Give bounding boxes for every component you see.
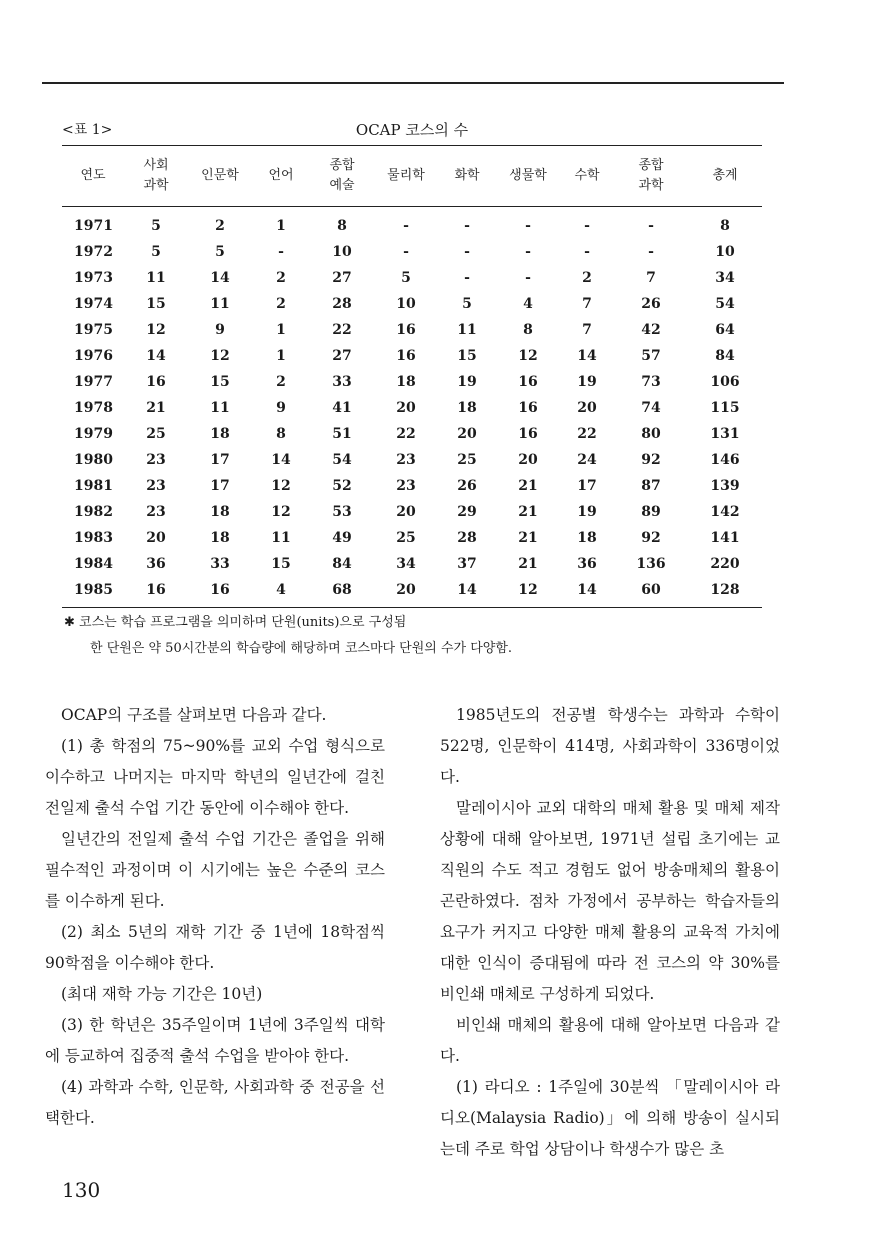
count-cell: 73 — [641, 374, 661, 390]
count-cell: 80 — [641, 426, 661, 442]
count-cell: 36 — [577, 556, 597, 572]
paragraph: (1) 총 학점의 75~90%를 교외 수업 형식으로 이수하고 나머지는 마지막 학년의 일년간에 걸친 전일제 출석 수업 기간 동안에 이수해야 한다. — [45, 737, 385, 817]
count-cell: - — [525, 270, 531, 286]
count-cell: 14 — [438, 577, 496, 608]
count-cell: 8 — [523, 322, 533, 338]
table-heading — [62, 119, 762, 141]
count-cell: 21 — [518, 478, 538, 494]
table-row — [62, 207, 762, 240]
count-cell: 25 — [396, 530, 416, 546]
count-cell: - — [525, 244, 531, 260]
count-cell: 15 — [271, 556, 291, 572]
right-text-column — [440, 700, 780, 1165]
count-cell: 25 — [457, 452, 477, 468]
count-cell: 20 — [518, 452, 538, 468]
column-header: 종합 예술 — [310, 146, 374, 207]
count-cell: 16 — [124, 577, 188, 608]
count-cell: 11 — [457, 322, 477, 338]
note-line-2: 한 단원은 약 50시간분의 학습량에 해당하며 코스마다 단원의 수가 다양함. — [90, 641, 513, 656]
count-cell: 128 — [688, 577, 762, 608]
count-cell: 12 — [146, 322, 166, 338]
table-row — [62, 525, 762, 551]
page-number: 130 — [62, 1178, 101, 1202]
column-header: 사회 과학 — [124, 146, 188, 207]
paragraph: (3) 한 학년은 35주일이며 1년에 3주일씩 대학에 등교하여 집중적 출석 수업을 받아야 한다. — [45, 1016, 385, 1065]
year-cell: 1983 — [74, 530, 113, 546]
count-cell: 54 — [715, 296, 735, 312]
count-cell: 51 — [332, 426, 352, 442]
paragraph: (2) 최소 5년의 재학 기간 중 1년에 18학점씩 90학점을 이수해야 한다. — [45, 923, 385, 972]
count-cell: 89 — [641, 504, 661, 520]
paragraph: 일년간의 전일제 출석 수업 기간은 졸업을 위해 필수적인 과정이며 이 시기에는 높은 수준의 코스를 이수하게 된다. — [45, 830, 385, 910]
count-cell: 139 — [710, 478, 740, 494]
table-row — [62, 499, 762, 525]
count-cell: - — [584, 218, 590, 234]
table-row — [62, 291, 762, 317]
count-cell: - — [525, 218, 531, 234]
count-cell: 131 — [710, 426, 740, 442]
table-title: OCAP 코스의 수 — [355, 121, 469, 139]
count-cell: 16 — [518, 374, 538, 390]
count-cell: 146 — [710, 452, 740, 468]
paragraph: 말레이시아 교외 대학의 매체 활용 및 매체 제작 상황에 대해 알아보면, 1971년 설립 초기에는 교직원의 수도 적고 경험도 없어 방송매체의 활용이 곤란하였다. 점차 가정에서 공부하는 학습자들의 요구가 커지고 다양한 매체 활용의 교육적 가치에 대한 인식이 증대됨에 따라 전 코스의 약 30%를 비인쇄 매체로 구성하게 되었다. — [440, 799, 780, 1003]
count-cell: 14 — [560, 577, 614, 608]
count-cell: 92 — [641, 452, 661, 468]
count-cell: - — [464, 270, 470, 286]
count-cell: 2 — [276, 270, 286, 286]
year-cell: 1979 — [74, 426, 113, 442]
count-cell: 20 — [374, 577, 438, 608]
count-cell: - — [464, 244, 470, 260]
count-cell: 2 — [276, 296, 286, 312]
count-cell: 4 — [523, 296, 533, 312]
count-cell: 18 — [577, 530, 597, 546]
count-cell: - — [403, 244, 409, 260]
count-cell: 34 — [396, 556, 416, 572]
column-header: 종합 과학 — [614, 146, 688, 207]
paragraph: (1) 라디오 : 1주일에 30분씩 「말레이시아 라디오(Malaysia Radio)」에 의해 방송이 실시되는데 주로 학업 상담이나 학생수가 많은 초 — [440, 1078, 780, 1158]
count-cell: 60 — [614, 577, 688, 608]
count-cell: 8 — [337, 218, 347, 234]
count-cell: 1 — [276, 322, 286, 338]
count-cell: 14 — [271, 452, 291, 468]
count-cell: 42 — [641, 322, 661, 338]
count-cell: 15 — [146, 296, 166, 312]
count-cell: 12 — [496, 577, 560, 608]
table-row — [62, 551, 762, 577]
count-cell: 27 — [332, 348, 352, 364]
table-row — [62, 421, 762, 447]
count-cell: 7 — [646, 270, 656, 286]
count-cell: 17 — [210, 452, 230, 468]
count-cell: - — [648, 218, 654, 234]
count-cell: - — [403, 218, 409, 234]
count-cell: 25 — [146, 426, 166, 442]
count-cell: 5 — [462, 296, 472, 312]
year-cell: 1977 — [74, 374, 113, 390]
count-cell: 220 — [710, 556, 740, 572]
count-cell: 52 — [332, 478, 352, 494]
table-row — [62, 265, 762, 291]
count-cell: 16 — [518, 426, 538, 442]
paragraph: OCAP의 구조를 살펴보면 다음과 같다. — [61, 706, 327, 724]
table-note — [64, 610, 512, 662]
paragraph: 비인쇄 매체의 활용에 대해 알아보면 다음과 같다. — [440, 1016, 780, 1065]
count-cell: 21 — [518, 530, 538, 546]
count-cell: 84 — [715, 348, 735, 364]
count-cell: 10 — [332, 244, 352, 260]
count-cell: 22 — [577, 426, 597, 442]
count-cell: 11 — [210, 400, 230, 416]
count-cell: 57 — [641, 348, 661, 364]
column-header: 인문학 — [188, 146, 252, 207]
count-cell: 106 — [710, 374, 740, 390]
column-header: 물리학 — [374, 146, 438, 207]
table-row — [62, 577, 762, 608]
count-cell: 16 — [518, 400, 538, 416]
column-header: 연도 — [62, 146, 124, 207]
count-cell: 18 — [210, 426, 230, 442]
count-cell: 14 — [577, 348, 597, 364]
count-cell: 10 — [715, 244, 735, 260]
count-cell: 9 — [215, 322, 225, 338]
count-cell: 4 — [252, 577, 310, 608]
count-cell: 64 — [715, 322, 735, 338]
count-cell: 18 — [210, 504, 230, 520]
count-cell: 20 — [457, 426, 477, 442]
count-cell: 20 — [396, 504, 416, 520]
count-cell: 49 — [332, 530, 352, 546]
count-cell: 5 — [151, 218, 161, 234]
count-cell: 20 — [146, 530, 166, 546]
count-cell: 20 — [396, 400, 416, 416]
count-cell: 18 — [210, 530, 230, 546]
top-rule — [42, 82, 784, 84]
count-cell: 84 — [332, 556, 352, 572]
year-cell: 1980 — [74, 452, 113, 468]
count-cell: 14 — [210, 270, 230, 286]
column-header: 화학 — [438, 146, 496, 207]
count-cell: 5 — [401, 270, 411, 286]
table-header-row — [62, 146, 762, 207]
year-cell: 1981 — [74, 478, 113, 494]
year-cell: 1973 — [74, 270, 113, 286]
count-cell: 36 — [146, 556, 166, 572]
count-cell: 9 — [276, 400, 286, 416]
note-line-1: ✱ 코스는 학습 프로그램을 의미하며 단원(units)으로 구성됨 — [64, 615, 407, 630]
table-row — [62, 473, 762, 499]
count-cell: 2 — [215, 218, 225, 234]
count-cell: 54 — [332, 452, 352, 468]
count-cell: 11 — [210, 296, 230, 312]
count-cell: 21 — [146, 400, 166, 416]
count-cell: 115 — [710, 400, 740, 416]
count-cell: 11 — [271, 530, 291, 546]
count-cell: 2 — [582, 270, 592, 286]
left-text-column — [45, 700, 385, 1134]
count-cell: 2 — [276, 374, 286, 390]
count-cell: 11 — [146, 270, 166, 286]
year-cell: 1976 — [74, 348, 113, 364]
paragraph: (최대 재학 가능 기간은 10년) — [61, 985, 263, 1003]
count-cell: 8 — [720, 218, 730, 234]
count-cell: 28 — [332, 296, 352, 312]
count-cell: 15 — [210, 374, 230, 390]
count-cell: 37 — [457, 556, 477, 572]
count-cell: 29 — [457, 504, 477, 520]
count-cell: 142 — [710, 504, 740, 520]
count-cell: 19 — [577, 374, 597, 390]
count-cell: 1 — [276, 218, 286, 234]
count-cell: 53 — [332, 504, 352, 520]
count-cell: 28 — [457, 530, 477, 546]
count-cell: 27 — [332, 270, 352, 286]
count-cell: 74 — [641, 400, 661, 416]
year-cell: 1982 — [74, 504, 113, 520]
count-cell: - — [648, 244, 654, 260]
count-cell: 21 — [518, 504, 538, 520]
count-cell: 26 — [641, 296, 661, 312]
count-cell: 5 — [215, 244, 225, 260]
year-cell: 1971 — [74, 218, 113, 234]
count-cell: 14 — [146, 348, 166, 364]
count-cell: 8 — [276, 426, 286, 442]
count-cell: 18 — [396, 374, 416, 390]
count-cell: 19 — [457, 374, 477, 390]
year-cell: 1974 — [74, 296, 113, 312]
column-header: 생물학 — [496, 146, 560, 207]
count-cell: 68 — [310, 577, 374, 608]
count-cell: 22 — [396, 426, 416, 442]
count-cell: - — [464, 218, 470, 234]
year-cell: 1972 — [74, 244, 113, 260]
paragraph: 1985년도의 전공별 학생수는 과학과 수학이 522명, 인문학이 414명, 사회과학이 336명이었다. — [440, 706, 780, 786]
count-cell: 16 — [188, 577, 252, 608]
table-row — [62, 447, 762, 473]
count-cell: 16 — [146, 374, 166, 390]
count-cell: 10 — [396, 296, 416, 312]
paragraph: (4) 과학과 수학, 인문학, 사회과학 중 전공을 선택한다. — [45, 1078, 385, 1127]
count-cell: 23 — [146, 478, 166, 494]
year-cell: 1975 — [74, 322, 113, 338]
ocap-course-table — [62, 145, 762, 608]
count-cell: 5 — [151, 244, 161, 260]
table-label: <표 1> — [62, 122, 113, 138]
count-cell: 12 — [518, 348, 538, 364]
count-cell: 87 — [641, 478, 661, 494]
count-cell: 33 — [332, 374, 352, 390]
count-cell: 92 — [641, 530, 661, 546]
count-cell: 12 — [210, 348, 230, 364]
count-cell: 19 — [577, 504, 597, 520]
count-cell: - — [278, 244, 284, 260]
count-cell: 12 — [271, 478, 291, 494]
count-cell: 141 — [710, 530, 740, 546]
count-cell: 16 — [396, 348, 416, 364]
count-cell: 23 — [146, 452, 166, 468]
table-body — [62, 207, 762, 608]
count-cell: 17 — [577, 478, 597, 494]
count-cell: 41 — [332, 400, 352, 416]
count-cell: 1 — [276, 348, 286, 364]
table-row — [62, 343, 762, 369]
count-cell: 22 — [332, 322, 352, 338]
count-cell: 7 — [582, 322, 592, 338]
count-cell: 21 — [518, 556, 538, 572]
count-cell: 7 — [582, 296, 592, 312]
column-header: 수학 — [560, 146, 614, 207]
count-cell: 23 — [396, 478, 416, 494]
count-cell: 18 — [457, 400, 477, 416]
count-cell: 23 — [146, 504, 166, 520]
table-row — [62, 317, 762, 343]
column-header: 언어 — [252, 146, 310, 207]
count-cell: 33 — [210, 556, 230, 572]
count-cell: 15 — [457, 348, 477, 364]
count-cell: 34 — [715, 270, 735, 286]
count-cell: 24 — [577, 452, 597, 468]
table-row — [62, 395, 762, 421]
column-header: 총계 — [688, 146, 762, 207]
count-cell: - — [584, 244, 590, 260]
count-cell: 12 — [271, 504, 291, 520]
table-row — [62, 369, 762, 395]
year-cell: 1978 — [74, 400, 113, 416]
count-cell: 23 — [396, 452, 416, 468]
count-cell: 17 — [210, 478, 230, 494]
table-row — [62, 239, 762, 265]
count-cell: 26 — [457, 478, 477, 494]
year-cell: 1985 — [62, 577, 124, 608]
count-cell: 20 — [577, 400, 597, 416]
year-cell: 1984 — [74, 556, 113, 572]
count-cell: 16 — [396, 322, 416, 338]
count-cell: 136 — [636, 556, 666, 572]
